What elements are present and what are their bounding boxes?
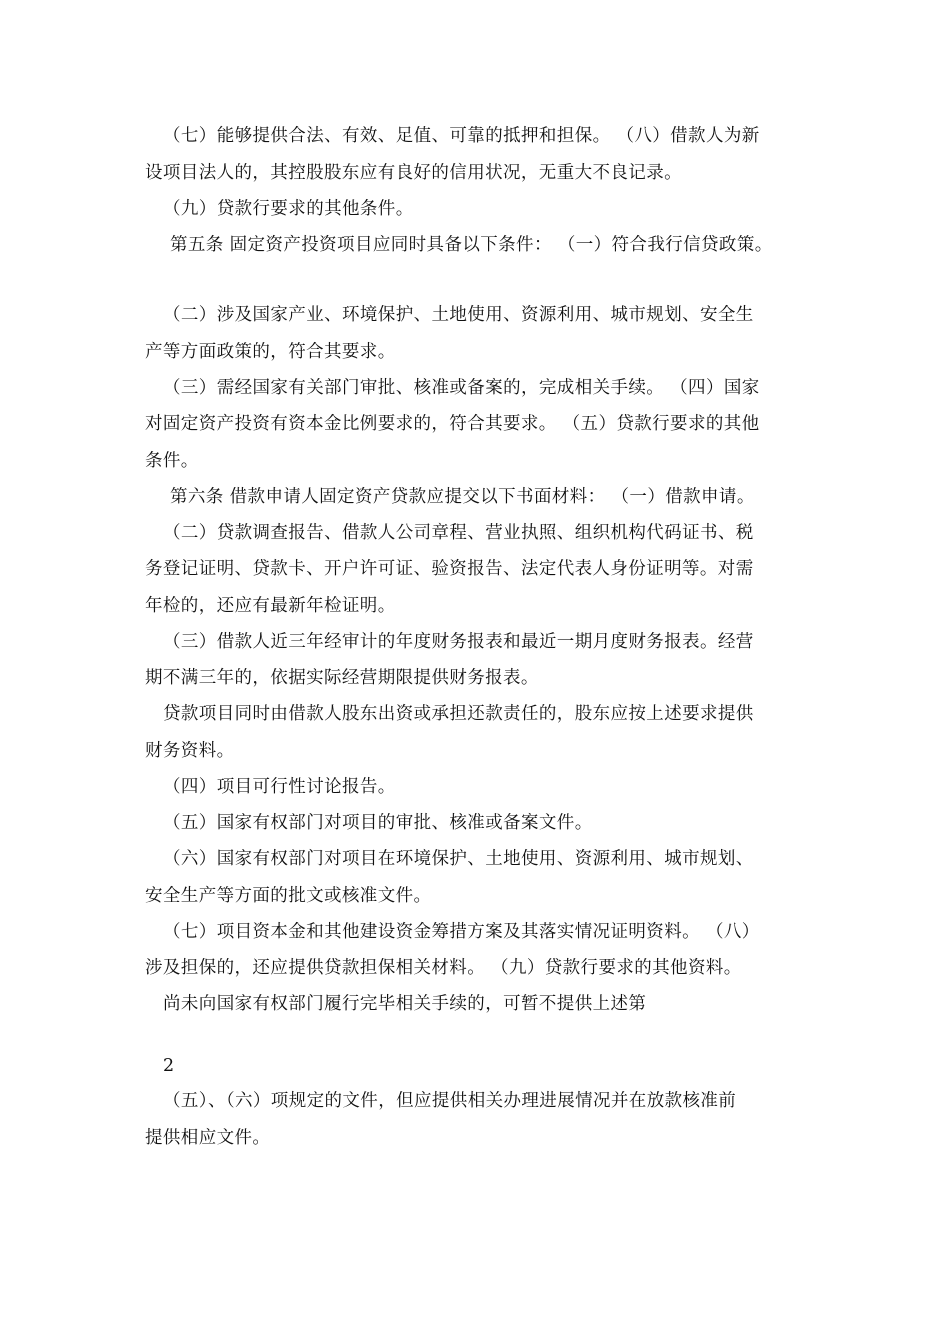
paragraph-line: （九）贷款行要求的其他条件。 [163,199,414,219]
paragraph-line: 尚未向国家有权部门履行完毕相关手续的，可暂不提供上述第 [163,994,647,1014]
paragraph-line: （五）国家有权部门对项目的审批、核准或备案文件。 [163,813,593,833]
paragraph-line: 期不满三年的，依据实际经营期限提供财务报表。 [145,668,539,688]
paragraph-line: （三）需经国家有关部门审批、核准或备案的，完成相关手续。 （四）国家 [163,378,760,398]
paragraph-line: 条件。 [145,451,199,471]
paragraph-line: （七）能够提供合法、有效、足值、可靠的抵押和担保。 （八）借款人为新 [163,126,760,146]
paragraph-line: 涉及担保的，还应提供贷款担保相关材料。 （九）贷款行要求的其他资料。 [145,958,742,978]
paragraph-line: 提供相应文件。 [145,1128,271,1148]
paragraph-line: 产等方面政策的，符合其要求。 [145,342,396,362]
paragraph-line: （三）借款人近三年经审计的年度财务报表和最近一期月度财务报表。经营 [163,632,754,652]
paragraph-line: （二）贷款调查报告、借款人公司章程、营业执照、组织机构代码证书、税 [163,523,754,543]
paragraph-line: （七）项目资本金和其他建设资金筹措方案及其落实情况证明资料。 （八） [163,922,760,942]
paragraph-line: 财务资料。 [145,741,235,761]
paragraph-line: 务登记证明、贷款卡、开户许可证、验资报告、法定代表人身份证明等。对需 [145,559,754,579]
article-heading: 第六条 借款申请人固定资产贷款应提交以下书面材料： （一）借款申请。 [170,487,755,507]
paragraph-line: （二）涉及国家产业、环境保护、土地使用、资源利用、城市规划、安全生 [163,305,754,325]
paragraph-line: （五）、（六）项规定的文件，但应提供相关办理进展情况并在放款核准前 [163,1091,737,1111]
paragraph-line: 对固定资产投资有资本金比例要求的，符合其要求。 （五）贷款行要求的其他 [145,414,760,434]
article-heading: 第五条 固定资产投资项目应同时具备以下条件： （一）符合我行信贷政策。 [170,235,773,255]
paragraph-line: 安全生产等方面的批文或核准文件。 [145,886,432,906]
page-number: 2 [163,1056,175,1076]
paragraph-line: 设项目法人的，其控股股东应有良好的信用状况，无重大不良记录。 [145,163,682,183]
paragraph-line: （四）项目可行性讨论报告。 [163,777,396,797]
paragraph-line: 年检的，还应有最新年检证明。 [145,596,396,616]
paragraph-line: （六）国家有权部门对项目在环境保护、土地使用、资源利用、城市规划、 [163,849,754,869]
paragraph-line: 贷款项目同时由借款人股东出资或承担还款责任的，股东应按上述要求提供 [163,704,754,724]
